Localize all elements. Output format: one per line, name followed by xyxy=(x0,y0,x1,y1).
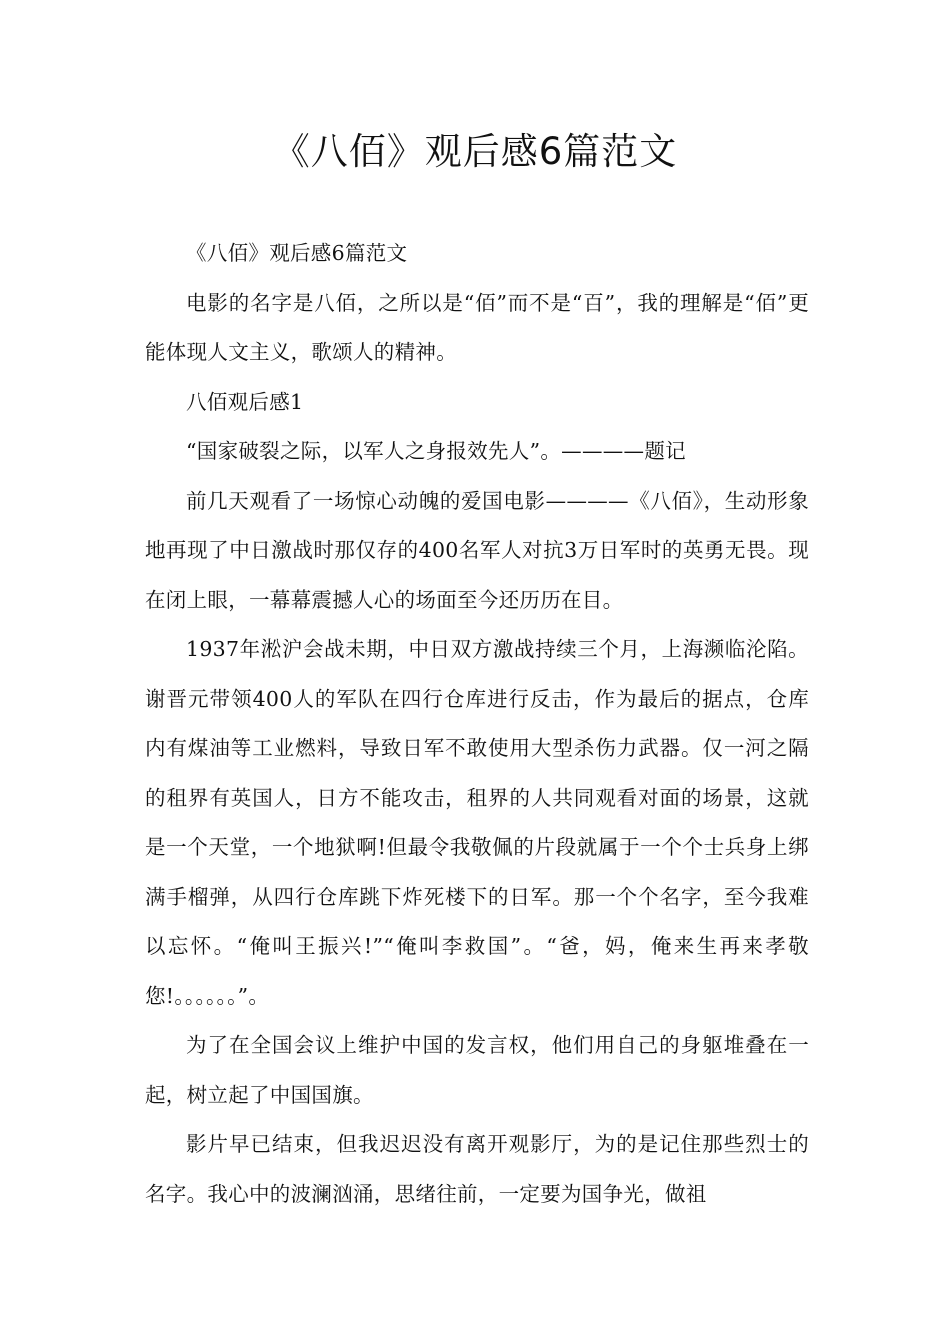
paragraph-body: 为了在全国会议上维护中国的发言权，他们用自己的身躯堆叠在一起，树立起了中国国旗。 xyxy=(145,1033,809,1107)
paragraph-subtitle: 《八佰》观后感6篇范文 xyxy=(186,241,408,265)
paragraph-intro: 电影的名字是八佰，之所以是“佰”而不是“百”，我的理解是“佰”更能体现人文主义，歌颂人的精神。 xyxy=(145,290,809,364)
document-title: 《八佰》观后感6篇范文 xyxy=(272,130,678,173)
paragraph-body: 前几天观看了一场惊心动魄的爱国电影————《八佰》，生动形象地再现了中日激战时那仅存的400名军人对抗3万日军时的英勇无畏。现在闭上眼，一幕幕震撼人心的场面至今还历历在目。 xyxy=(145,488,809,612)
paragraph-body: 影片早已结束，但我迟迟没有离开观影厅，为的是记住那些烈士的名字。我心中的波澜汹涌，思绪往前，一定要为国争光，做祖 xyxy=(145,1132,809,1206)
paragraph-body: 1937年淞沪会战未期，中日双方激战持续三个月，上海濒临沦陷。谢晋元带领400人的军队在四行仓库进行反击，作为最后的据点，仓库内有煤油等工业燃料，导致日军不敢使用大型杀伤力武器。仅一河之隔的租界有英国人，日方不能攻击，租界的人共同观看对面的场景，这就是一个天堂，一个地狱啊!但最令我敬佩的片段就属于一个个士兵身上绑满手榴弹，从四行仓库跳下炸死楼下的日军。那一个个名字，至今我难以忘怀。“俺叫王振兴!”“俺叫李救国”。“爸，妈，俺来生再来孝敬您!。。。。。。”。 xyxy=(145,637,809,1008)
paragraph-section-heading: 八佰观后感1 xyxy=(186,389,304,414)
paragraph-epigraph: “国家破裂之际，以军人之身报效先人”。————题记 xyxy=(186,439,686,463)
document-body xyxy=(145,229,809,1219)
